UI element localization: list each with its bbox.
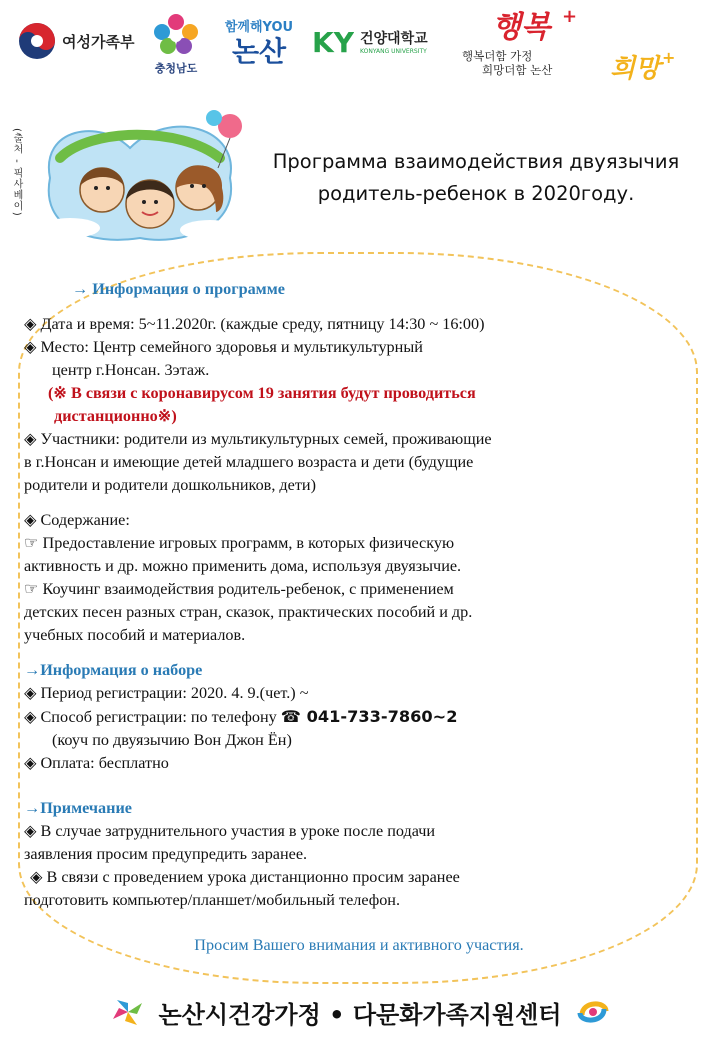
university-ky-icon [310, 22, 354, 60]
spacer [24, 912, 694, 934]
note1-line1: ◈ В случае затруднительного участия в уроке после подачи [24, 822, 436, 840]
logo-bar [0, 0, 720, 100]
happiness-word: 행복 [492, 10, 550, 45]
reg-method [24, 705, 694, 729]
section-heading-program [24, 278, 694, 301]
province-logo [146, 12, 206, 76]
reg-method-label: ◈ Способ регистрации: по телефону [24, 708, 281, 726]
ministry-logo [18, 22, 134, 60]
spacer [24, 301, 694, 313]
university-name-en: KONYANG UNIVERSITY [360, 47, 427, 55]
covid-notice-line2: дистанционно※) [54, 407, 177, 425]
happiness-logo [462, 2, 682, 92]
spacer [24, 647, 694, 659]
covid-notice-line1: (※ В связи с коронавирусом 19 занятия будут проводиться [48, 384, 476, 402]
footer-center-name: 논산시건강가정 • 다문화가족지원센터 [158, 1000, 562, 1029]
title-line1: Программа взаимодействия двуязычия [272, 150, 680, 173]
happiness-line2: 희망더함 논산 [482, 63, 553, 77]
city-slogan-top: 함께해YOU [224, 20, 294, 35]
info-participants-line1: ◈ Участники: родители из мультикультурных семей, проживающие [24, 430, 492, 448]
section-heading-text: Информация о программе [92, 280, 285, 298]
closing-message: Просим Вашего внимания и активного участия. [194, 936, 524, 954]
spacer [24, 497, 694, 509]
reg-period: ◈ Период регистрации: 2020. 4. 9.(чет.) ~ [24, 684, 309, 702]
spacer [24, 775, 694, 797]
note2-line2: подготовить компьютер/планшет/мобильный телефон. [24, 891, 401, 909]
note2-line1: ◈ В связи с проведением урока дистанционно просим заранее [30, 868, 460, 886]
hope-word: 희망 [610, 54, 661, 84]
plus-icon: + [662, 48, 676, 67]
plus-icon: + [562, 6, 578, 27]
ministry-emblem-icon [18, 22, 56, 60]
city-logo [214, 16, 304, 69]
note1-line2: заявления просим предупредить заранее. [24, 845, 308, 863]
info-participants-line2: в г.Нонсан и имеющие детей младшего возраста и дети (будущие [24, 453, 474, 471]
ministry-name: 여성가족부 [62, 32, 135, 51]
info-place-line1: ◈ Место: Центр семейного здоровья и мультикультурный [24, 338, 423, 356]
section-heading-text: Информация о наборе [40, 661, 203, 679]
info-content2-line3: учебных пособий и материалов. [24, 626, 246, 644]
university-logo [310, 22, 428, 60]
section-heading-text: Примечание [40, 799, 132, 817]
info-place-line2: центр г.Нонсан. 3этаж. [52, 361, 210, 379]
title-line2: родитель-ребенок в 2020году. [317, 182, 635, 205]
image-credit: (출처 - 픽사베이) [11, 128, 22, 217]
info-content2-line2: детских песен разных стран, сказок, практических пособий и др. [24, 603, 473, 621]
svg-text:KY: KY [312, 26, 354, 59]
page-title [232, 146, 720, 210]
university-name-ko: 건양대학교 [360, 30, 428, 47]
center-swirl-icon [576, 997, 610, 1027]
arrow-icon: → [72, 280, 93, 298]
info-content1-line2: активность и др. можно применить дома, используя двуязычие. [24, 557, 462, 575]
program-info [24, 278, 694, 957]
info-date: ◈ Дата и время: 5~11.2020г. (каждые среду, пятницу 14:30 ~ 16:00) [24, 315, 485, 333]
province-name: 충청남도 [154, 62, 198, 75]
info-content-label: ◈ Содержание: [24, 511, 130, 529]
center-pinwheel-icon [111, 997, 145, 1027]
info-content1-line1: ☞ Предоставление игровых программ, в которых физическую [24, 534, 455, 552]
reg-fee: ◈ Оплата: бесплатно [24, 754, 169, 772]
province-flower-icon [148, 12, 204, 60]
section-heading-registration [24, 659, 694, 682]
arrow-icon: → [24, 799, 41, 817]
info-content2-line1: ☞ Коучинг взаимодействия родитель-ребенок, с применением [24, 580, 454, 598]
family-illustration [30, 108, 248, 248]
footer [0, 992, 720, 1032]
happiness-line1: 행복더함 가정 [462, 49, 533, 63]
city-slogan-main: 논산 [231, 35, 287, 68]
section-heading-note [24, 797, 694, 820]
arrow-icon: → [24, 661, 41, 679]
info-participants-line3: родители и родители дошкольников, дети) [24, 476, 316, 494]
reg-coach: (коуч по двуязычию Вон Джон Ён) [52, 731, 292, 749]
reg-phone: ☎ 041-733-7860~2 [280, 707, 458, 726]
